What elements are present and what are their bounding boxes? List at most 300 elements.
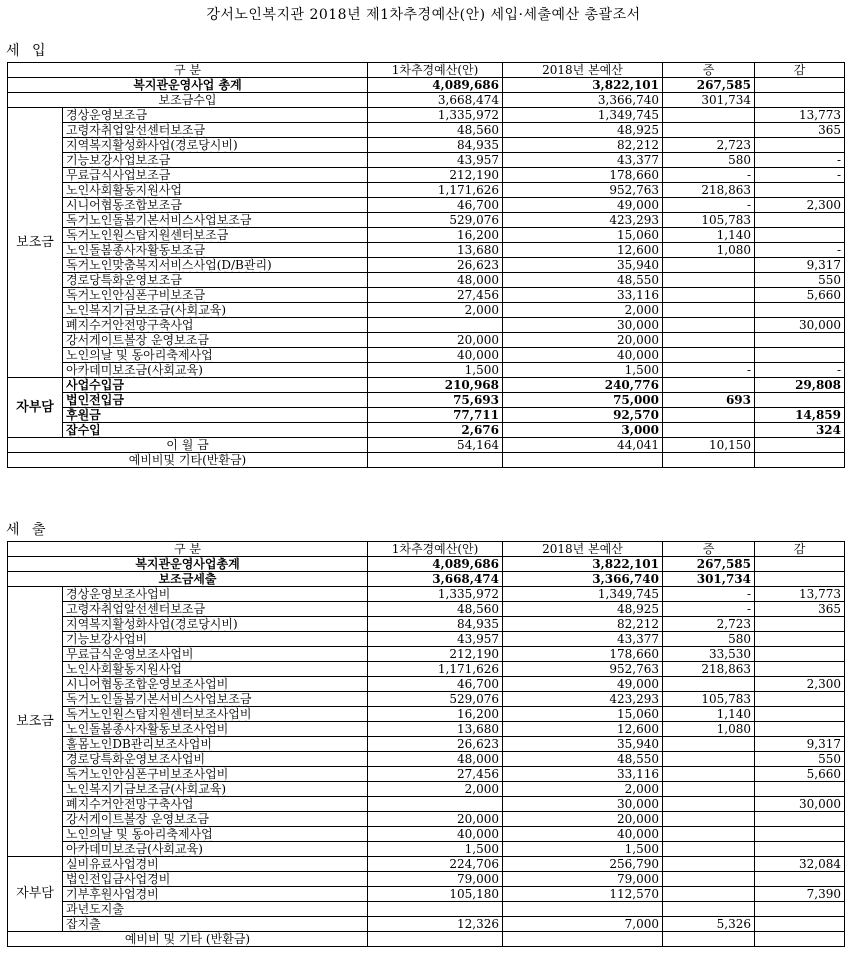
cell-revised-budget: 12,326 [368, 917, 503, 932]
item-name-text: 아카데미보조금(사회교육) [66, 363, 203, 377]
cell-decrease: - [755, 153, 845, 168]
item-name-text: 기능보강사업비 [66, 632, 148, 646]
cell-original-budget: 1,349,745 [503, 108, 663, 123]
cell-increase [663, 797, 755, 812]
cell-decrease [755, 228, 845, 243]
cell-increase [663, 872, 755, 887]
cell-decrease [755, 93, 845, 108]
cell-revised-budget: 1,171,626 [368, 183, 503, 198]
total-row [8, 557, 845, 572]
cell-decrease [755, 557, 845, 572]
item-name [63, 797, 368, 812]
table-row [8, 408, 845, 423]
cell-decrease [755, 617, 845, 632]
item-name [63, 722, 368, 737]
table-row [8, 168, 845, 183]
item-name [63, 737, 368, 752]
cell-original-budget: 48,925 [503, 602, 663, 617]
item-name-text: 아카데미보조금(사회교육) [66, 842, 203, 856]
cell-revised-budget: 46,700 [368, 677, 503, 692]
cell-increase: 5,326 [663, 917, 755, 932]
cell-revised-budget: 4,089,686 [368, 557, 503, 572]
cell-decrease [755, 662, 845, 677]
table-row [8, 752, 845, 767]
cell-original-budget: 49,000 [503, 677, 663, 692]
item-name-text: 잡지출 [66, 917, 101, 931]
cell-original-budget: 3,822,101 [503, 557, 663, 572]
cell-decrease [755, 812, 845, 827]
cell-original-budget: 178,660 [503, 168, 663, 183]
item-name-text: 시니어협동조합운영보조사업비 [66, 677, 229, 691]
cell-original-budget: 112,570 [503, 887, 663, 902]
subtotal-label: 보조금세출 [8, 572, 368, 587]
item-name [63, 183, 368, 198]
item-name-text: 후원금 [66, 408, 101, 422]
cell-original-budget: 75,000 [503, 393, 663, 408]
item-name [63, 213, 368, 228]
cell-increase: 1,140 [663, 228, 755, 243]
cell-increase: 267,585 [663, 78, 755, 93]
cell-increase: 105,783 [663, 692, 755, 707]
table-row [8, 917, 845, 932]
cell-revised-budget: 529,076 [368, 692, 503, 707]
item-name [63, 887, 368, 902]
item-name-text: 고령자취업알선센터보조금 [66, 123, 206, 137]
item-name-text: 고령자취업알선센터보조금 [66, 602, 206, 616]
cell-increase: 105,783 [663, 213, 755, 228]
cell-increase [663, 902, 755, 917]
cell-original-budget: 40,000 [503, 827, 663, 842]
total-label: 복지관운영사업 총계 [8, 78, 368, 93]
item-name [63, 812, 368, 827]
table-row [8, 363, 845, 378]
cell-decrease: 2,300 [755, 677, 845, 692]
cell-decrease [755, 902, 845, 917]
table-row [8, 692, 845, 707]
table-row [8, 303, 845, 318]
item-name [63, 228, 368, 243]
cell-revised-budget: 16,200 [368, 707, 503, 722]
cell-revised-budget [368, 932, 503, 947]
cell-increase: 1,140 [663, 707, 755, 722]
cell-original-budget: 423,293 [503, 213, 663, 228]
table-row [8, 258, 845, 273]
table-row [8, 812, 845, 827]
cell-original-budget: 35,940 [503, 737, 663, 752]
cell-decrease [755, 572, 845, 587]
item-name [63, 692, 368, 707]
item-name [63, 243, 368, 258]
item-name-text: 기부후원사업경비 [66, 887, 159, 901]
cell-decrease: - [755, 168, 845, 183]
cell-original-budget: 82,212 [503, 617, 663, 632]
table-row [8, 902, 845, 917]
cell-decrease [755, 333, 845, 348]
cell-revised-budget: 2,000 [368, 303, 503, 318]
cell-increase [663, 827, 755, 842]
cell-increase: - [663, 363, 755, 378]
cell-original-budget: 1,500 [503, 363, 663, 378]
cell-revised-budget: 20,000 [368, 333, 503, 348]
document-title: 강서노인복지관 2018년 제1차추경예산(안) 세입·세출예산 총괄조서 [206, 7, 641, 23]
cell-increase [663, 842, 755, 857]
cell-increase: 693 [663, 393, 755, 408]
cell-increase: - [663, 168, 755, 183]
item-name-text: 노인복지기금보조금(사회교육) [66, 303, 227, 317]
item-name [63, 917, 368, 932]
table-row [8, 108, 845, 123]
item-name [63, 677, 368, 692]
cell-revised-budget: 210,968 [368, 378, 503, 393]
item-name-text: 지역복지활성화사업(경로당시비) [66, 138, 238, 152]
cell-original-budget: 1,500 [503, 842, 663, 857]
cell-increase: 1,080 [663, 243, 755, 258]
item-name [63, 767, 368, 782]
cell-revised-budget: 77,711 [368, 408, 503, 423]
table-row [8, 737, 845, 752]
cell-increase: 2,723 [663, 138, 755, 153]
cell-original-budget: 3,366,740 [503, 93, 663, 108]
cell-increase: 218,863 [663, 662, 755, 677]
table-row [8, 423, 845, 438]
cell-original-budget: 3,000 [503, 423, 663, 438]
cell-original-budget: 178,660 [503, 647, 663, 662]
cell-decrease: 365 [755, 602, 845, 617]
cell-decrease [755, 632, 845, 647]
header-col-1: 1차추경예산(안) [368, 542, 503, 557]
table-row [8, 677, 845, 692]
item-name [63, 632, 368, 647]
cell-revised-budget [368, 797, 503, 812]
cell-revised-budget: 75,693 [368, 393, 503, 408]
total-row [8, 78, 845, 93]
cell-decrease: 13,773 [755, 108, 845, 123]
table-row [8, 722, 845, 737]
item-name-text: 시니어협동조합보조금 [66, 198, 182, 212]
item-name-text: 사업수입금 [66, 378, 124, 392]
item-name [63, 827, 368, 842]
item-name [63, 348, 368, 363]
cell-decrease: 30,000 [755, 797, 845, 812]
table-row [8, 887, 845, 902]
table-row [8, 288, 845, 303]
cell-decrease [755, 393, 845, 408]
item-name [63, 393, 368, 408]
cell-increase [663, 677, 755, 692]
item-name [63, 752, 368, 767]
item-name [63, 303, 368, 318]
cell-revised-budget: 212,190 [368, 168, 503, 183]
table-row [8, 587, 845, 602]
cell-revised-budget: 13,680 [368, 722, 503, 737]
cell-original-budget: 43,377 [503, 632, 663, 647]
cell-revised-budget: 84,935 [368, 617, 503, 632]
header-col-4: 감 [755, 63, 845, 78]
cell-original-budget: 3,822,101 [503, 78, 663, 93]
item-name [63, 872, 368, 887]
cell-increase [663, 932, 755, 947]
cell-original-budget: 2,000 [503, 303, 663, 318]
cell-increase: - [663, 602, 755, 617]
item-name [63, 857, 368, 872]
cell-revised-budget: 3,668,474 [368, 93, 503, 108]
cell-increase [663, 453, 755, 468]
table-row [8, 243, 845, 258]
cell-original-budget: 15,060 [503, 707, 663, 722]
cell-increase [663, 767, 755, 782]
cell-original-budget: 2,000 [503, 782, 663, 797]
cell-revised-budget [368, 318, 503, 333]
cell-original-budget: 952,763 [503, 183, 663, 198]
reserve-label: 예비비및 기타(반환금) [8, 453, 368, 468]
cell-decrease: 5,660 [755, 767, 845, 782]
item-name-text: 독거노인돌봄기본서비스사업보조금 [66, 692, 252, 706]
cell-increase [663, 408, 755, 423]
cell-increase [663, 812, 755, 827]
cell-revised-budget: 46,700 [368, 198, 503, 213]
item-name-text: 잡수입 [66, 423, 101, 437]
cell-revised-budget: 40,000 [368, 348, 503, 363]
item-name [63, 782, 368, 797]
cell-revised-budget: 4,089,686 [368, 78, 503, 93]
cell-increase [663, 857, 755, 872]
item-name-text: 노인사회활동지원사업 [66, 183, 182, 197]
cell-decrease [755, 827, 845, 842]
item-name-text: 노인사회활동지원사업 [66, 662, 182, 676]
item-name [63, 108, 368, 123]
cell-revised-budget: 48,560 [368, 602, 503, 617]
item-name-text: 노인의날 및 동아리축제사업 [66, 348, 213, 362]
cell-original-budget: 7,000 [503, 917, 663, 932]
cell-decrease: 5,660 [755, 288, 845, 303]
group-label-subsidy: 보조금 [8, 587, 63, 857]
cell-increase: - [663, 198, 755, 213]
item-name [63, 138, 368, 153]
item-name [63, 617, 368, 632]
total-label: 복지관운영사업총계 [8, 557, 368, 572]
table-row [8, 647, 845, 662]
cell-increase [663, 423, 755, 438]
item-name-text: 노인돌봄종사자활동보조금 [66, 243, 206, 257]
item-name-text: 지역복지활성화사업(경로당시비) [66, 617, 238, 631]
item-name [63, 647, 368, 662]
cell-revised-budget: 48,560 [368, 123, 503, 138]
cell-revised-budget: 40,000 [368, 827, 503, 842]
item-name [63, 363, 368, 378]
item-name-text: 노인돌봄종사자활동보조사업비 [66, 722, 229, 736]
item-name [63, 333, 368, 348]
cell-decrease: 9,317 [755, 258, 845, 273]
item-name-text: 노인복지기금보조금(사회교육) [66, 782, 227, 796]
table-row [8, 782, 845, 797]
cell-decrease [755, 872, 845, 887]
cell-increase: - [663, 587, 755, 602]
cell-increase [663, 348, 755, 363]
header-col-3: 증 [663, 63, 755, 78]
item-name [63, 198, 368, 213]
cell-decrease: 9,317 [755, 737, 845, 752]
item-name-text: 과년도지출 [66, 902, 124, 916]
table-row [8, 273, 845, 288]
item-name [63, 153, 368, 168]
table-row [8, 228, 845, 243]
cell-decrease [755, 438, 845, 453]
item-name [63, 288, 368, 303]
cell-original-budget [503, 453, 663, 468]
cell-original-budget [503, 902, 663, 917]
cell-increase: 10,150 [663, 438, 755, 453]
cell-decrease [755, 647, 845, 662]
cell-revised-budget: 27,456 [368, 767, 503, 782]
header-category: 구 분 [8, 542, 368, 557]
cell-decrease [755, 707, 845, 722]
cell-increase [663, 123, 755, 138]
cell-increase [663, 333, 755, 348]
cell-revised-budget: 212,190 [368, 647, 503, 662]
item-name [63, 408, 368, 423]
item-name-text: 독거노인돌봄기본서비스사업보조금 [66, 213, 252, 227]
item-name [63, 423, 368, 438]
cell-original-budget: 92,570 [503, 408, 663, 423]
cell-decrease: 13,773 [755, 587, 845, 602]
cell-original-budget: 423,293 [503, 692, 663, 707]
item-name [63, 602, 368, 617]
cell-increase [663, 288, 755, 303]
table-row [8, 662, 845, 677]
cell-original-budget: 12,600 [503, 722, 663, 737]
cell-decrease: 324 [755, 423, 845, 438]
cell-decrease [755, 183, 845, 198]
cell-revised-budget: 1,171,626 [368, 662, 503, 677]
subtotal-row [8, 572, 845, 587]
cell-increase: 218,863 [663, 183, 755, 198]
cell-increase [663, 737, 755, 752]
cell-revised-budget: 2,000 [368, 782, 503, 797]
cell-decrease: 365 [755, 123, 845, 138]
table-row [8, 318, 845, 333]
item-name-text: 경로당특화운영보조금 [66, 273, 182, 287]
cell-decrease: 2,300 [755, 198, 845, 213]
item-name-text: 경로당특화운영보조사업비 [66, 752, 206, 766]
table-row [8, 872, 845, 887]
header-col-1: 1차추경예산(안) [368, 63, 503, 78]
cell-increase [663, 318, 755, 333]
cell-revised-budget: 43,957 [368, 632, 503, 647]
cell-increase [663, 108, 755, 123]
cell-decrease: - [755, 243, 845, 258]
header-col-4: 감 [755, 542, 845, 557]
cell-revised-budget [368, 453, 503, 468]
item-name-text: 폐지수거안전망구축사업 [66, 797, 194, 811]
item-name-text: 법인전입금사업경비 [66, 872, 171, 886]
cell-increase: 33,530 [663, 647, 755, 662]
table-row [8, 827, 845, 842]
cell-increase [663, 378, 755, 393]
table-row [8, 183, 845, 198]
table-row [8, 213, 845, 228]
item-name [63, 318, 368, 333]
item-name-text: 독거노인원스탑지원센터보조사업비 [66, 707, 252, 721]
item-name [63, 123, 368, 138]
cell-increase: 1,080 [663, 722, 755, 737]
cell-original-budget: 35,940 [503, 258, 663, 273]
cell-revised-budget: 26,623 [368, 737, 503, 752]
cell-revised-budget: 43,957 [368, 153, 503, 168]
cell-original-budget: 33,116 [503, 767, 663, 782]
table-row [8, 797, 845, 812]
cell-original-budget: 20,000 [503, 333, 663, 348]
item-name-text: 법인전입금 [66, 393, 124, 407]
item-name [63, 168, 368, 183]
cell-revised-budget: 79,000 [368, 872, 503, 887]
item-name [63, 902, 368, 917]
cell-revised-budget: 27,456 [368, 288, 503, 303]
cell-decrease: - [755, 363, 845, 378]
cell-original-budget: 1,349,745 [503, 587, 663, 602]
carryover-row [8, 438, 845, 453]
cell-increase: 301,734 [663, 93, 755, 108]
cell-revised-budget: 54,164 [368, 438, 503, 453]
header-row [8, 63, 845, 78]
item-name [63, 273, 368, 288]
carryover-label: 이 월 금 [8, 438, 368, 453]
cell-revised-budget: 26,623 [368, 258, 503, 273]
item-name-text: 노인의날 및 동아리축제사업 [66, 827, 213, 841]
item-name [63, 707, 368, 722]
cell-decrease [755, 303, 845, 318]
cell-increase: 580 [663, 153, 755, 168]
item-name-text: 경상운영보조금 [66, 108, 148, 122]
cell-original-budget: 240,776 [503, 378, 663, 393]
item-name-text: 강서게이트볼장 운영보조금 [66, 333, 209, 347]
cell-decrease [755, 842, 845, 857]
cell-increase [663, 752, 755, 767]
cell-decrease: 550 [755, 752, 845, 767]
cell-increase [663, 782, 755, 797]
cell-original-budget: 48,550 [503, 273, 663, 288]
cell-increase: 301,734 [663, 572, 755, 587]
item-name-text: 홀몸노인DB관리보조사업비 [66, 737, 212, 751]
cell-revised-budget: 48,000 [368, 273, 503, 288]
cell-revised-budget [368, 902, 503, 917]
cell-revised-budget: 13,680 [368, 243, 503, 258]
cell-original-budget: 79,000 [503, 872, 663, 887]
item-name-text: 독거노인안심폰구비보조사업비 [66, 767, 229, 781]
cell-original-budget: 256,790 [503, 857, 663, 872]
item-name-text: 폐지수거안전망구축사업 [66, 318, 194, 332]
group-label-subsidy: 보조금 [8, 108, 63, 378]
cell-original-budget: 82,212 [503, 138, 663, 153]
expenditure-table [7, 541, 845, 947]
cell-revised-budget: 224,706 [368, 857, 503, 872]
header-col-2: 2018년 본예산 [503, 542, 663, 557]
cell-revised-budget: 2,676 [368, 423, 503, 438]
cell-original-budget: 20,000 [503, 812, 663, 827]
item-name-text: 기능보강사업보조금 [66, 153, 171, 167]
cell-revised-budget: 84,935 [368, 138, 503, 153]
item-name-text: 실비유료사업경비 [66, 857, 159, 871]
reserve-row [8, 453, 845, 468]
cell-revised-budget: 105,180 [368, 887, 503, 902]
cell-original-budget: 40,000 [503, 348, 663, 363]
cell-revised-budget: 16,200 [368, 228, 503, 243]
cell-original-budget: 30,000 [503, 797, 663, 812]
cell-revised-budget: 20,000 [368, 812, 503, 827]
table-row [8, 617, 845, 632]
item-name [63, 662, 368, 677]
expenditure-section-label: 세 출 [6, 522, 50, 538]
cell-original-budget: 43,377 [503, 153, 663, 168]
